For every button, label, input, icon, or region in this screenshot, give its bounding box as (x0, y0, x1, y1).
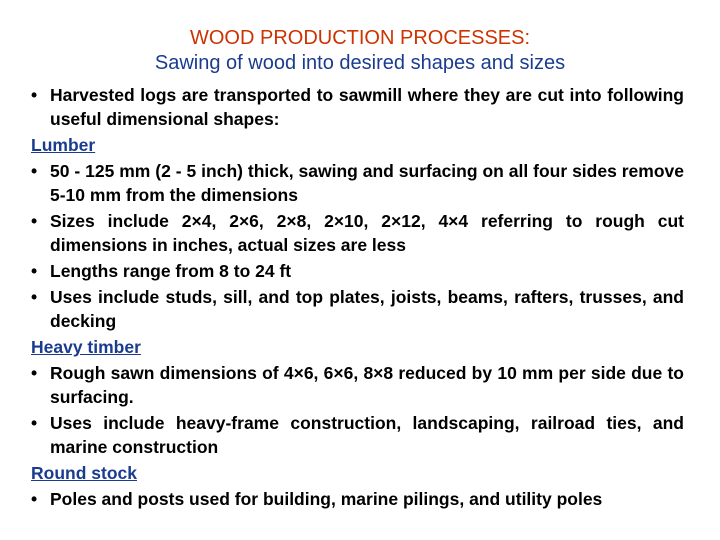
list-item (31, 259, 684, 283)
bullet-icon: • (31, 287, 38, 307)
list-item (31, 209, 684, 257)
bullet-text: Harvested logs are transported to sawmill where they are cut into following useful dimensional shapes: (50, 85, 684, 129)
list-item (31, 159, 684, 207)
slide-subtitle: Sawing of wood into desired shapes and sizes (154, 52, 566, 74)
bullet-text: Rough sawn dimensions of 4×6, 6×6, 8×8 reduced by 10 mm per side due to surfacing. (50, 363, 684, 407)
bullet-icon: • (31, 489, 38, 509)
bullet-text: Lengths range from 8 to 24 ft (50, 261, 292, 281)
bullet-text: 50 - 125 mm (2 - 5 inch) thick, sawing and surfacing on all four sides remove 5-10 mm from the dimensions (50, 161, 684, 205)
bullet-icon: • (31, 261, 38, 281)
intro-bullet (31, 83, 684, 131)
slide-title: WOOD PRODUCTION PROCESSES: (189, 27, 531, 49)
bullet-icon: • (31, 85, 38, 105)
list-item (31, 487, 684, 511)
bullet-text: Uses include studs, sill, and top plates, joists, beams, rafters, trusses, and decking (50, 287, 684, 331)
section-heading-round-stock: Round stock (31, 463, 137, 483)
bullet-text: Sizes include 2×4, 2×6, 2×8, 2×10, 2×12, 4×4 referring to rough cut dimensions in inches, actual sizes are less (50, 211, 684, 255)
bullet-icon: • (31, 161, 38, 181)
section-heading-lumber: Lumber (31, 135, 96, 155)
bullet-icon: • (31, 413, 38, 433)
bullet-icon: • (31, 211, 38, 231)
list-item (31, 361, 684, 409)
bullet-icon: • (31, 363, 38, 383)
list-item (31, 411, 684, 459)
slide-content (31, 83, 684, 513)
bullet-text: Uses include heavy-frame construction, landscaping, railroad ties, and marine construction (50, 413, 684, 457)
list-item (31, 285, 684, 333)
bullet-text: Poles and posts used for building, marine pilings, and utility poles (50, 489, 603, 509)
section-heading-heavy-timber: Heavy timber (31, 337, 141, 357)
